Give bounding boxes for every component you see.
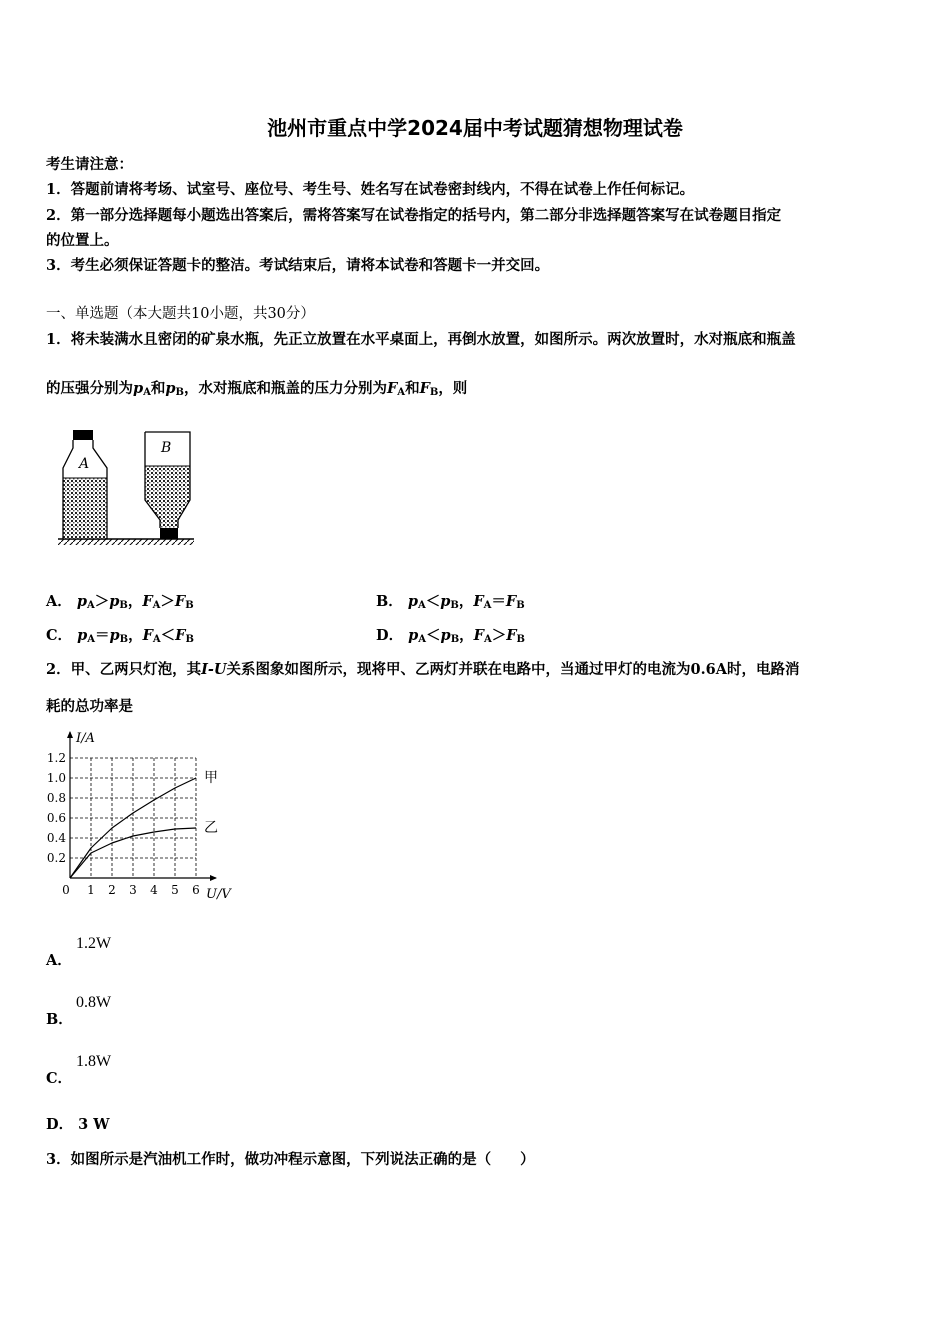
ground-hatch xyxy=(58,539,194,545)
q2-option-a[interactable]: A． xyxy=(46,952,72,969)
y-tick-label: 1.2 xyxy=(46,751,66,765)
q1-text-line1: 1．将未装满水且密闭的矿泉水瓶，先正立放置在水平桌面上，再倒水放置，如图所示。两次放置时，水对瓶底和瓶盖 xyxy=(46,331,796,348)
q1-option-b[interactable]: B． $p_A<p_B$，$F_A=F_B$ xyxy=(376,593,525,611)
q2-option-b[interactable]: B． xyxy=(46,1011,73,1028)
q1-option-c[interactable]: C． $p_A=p_B$，$F_A<F_B$ xyxy=(46,627,194,645)
notice-item: 3．考生必须保证答题卡的整洁。考试结束后，请将本试卷和答题卡一并交回。 xyxy=(46,257,550,274)
q2-text-line2: 耗的总功率是 xyxy=(46,698,133,715)
x-axis-label: U/V xyxy=(206,887,231,902)
section-heading: 一、单选题（本大题共10小题，共30分） xyxy=(46,306,315,322)
q2-option-b-value: 0.8W xyxy=(76,994,112,1011)
x-tick-label: 5 xyxy=(171,883,179,897)
bottle-b xyxy=(145,432,190,539)
notice-item: 2．第一部分选择题每小题选出答案后，需将答案写在试卷指定的括号内，第二部分非选择题答案写在试卷题目指定 xyxy=(46,207,782,224)
q1-text-line2: 的压强分别为$p_A$和$p_B$，水对瓶底和瓶盖的压力分别为$F_A$和$F_B$，则 xyxy=(46,380,468,398)
q2-option-d[interactable]: D． 3 W xyxy=(46,1116,110,1133)
q2-option-c-value: 1.8W xyxy=(76,1053,112,1070)
x-tick-label: 4 xyxy=(150,883,158,897)
bottle-b-label: B xyxy=(161,440,172,456)
y-tick-label: 0.4 xyxy=(46,831,66,845)
y-tick-label: 1.0 xyxy=(46,771,66,785)
q2-option-a-value: 1.2W xyxy=(76,935,112,952)
page-title: 池州市重点中学2024届中考试题猜想物理试卷 xyxy=(267,116,683,140)
y-tick-label: 0.8 xyxy=(46,791,66,805)
bottle-a-label: A xyxy=(79,456,90,472)
x-axis-arrow xyxy=(210,875,217,881)
notice-heading: 考生请注意： xyxy=(46,156,133,173)
x-tick-label: 2 xyxy=(108,883,116,897)
q2-text-line1: 2．甲、乙两只灯泡，其I-U关系图象如图所示，现将甲、乙两灯并联在电路中，当通过甲灯的电流为0.6A时，电路消 xyxy=(46,661,800,678)
x-tick-label: 0 xyxy=(62,883,70,897)
iu-chart xyxy=(44,728,244,903)
notice-item: 的位置上。 xyxy=(46,232,119,249)
q3-text: 3．如图所示是汽油机工作时，做功冲程示意图，下列说法正确的是（ ） xyxy=(46,1151,535,1168)
q2-option-c[interactable]: C． xyxy=(46,1070,73,1087)
q1-option-a[interactable]: A． $p_A>p_B$，$F_A>F_B$ xyxy=(46,593,194,611)
bottle-a xyxy=(63,430,107,539)
x-tick-label: 6 xyxy=(192,883,200,897)
x-tick-label: 3 xyxy=(129,883,137,897)
y-tick-label: 0.6 xyxy=(46,811,66,825)
series-label: 甲 xyxy=(204,770,218,786)
y-tick-label: 0.2 xyxy=(46,851,66,865)
x-tick-label: 1 xyxy=(87,883,95,897)
y-axis-arrow xyxy=(67,731,73,738)
q1-option-d[interactable]: D． $p_A<p_B$，$F_A>F_B$ xyxy=(376,627,525,645)
y-axis-label: I/A xyxy=(76,731,95,746)
notice-item: 1．答题前请将考场、试室号、座位号、考生号、姓名写在试卷密封线内，不得在试卷上作任何标记。 xyxy=(46,181,695,198)
bottles-figure xyxy=(55,428,200,548)
series-label: 乙 xyxy=(204,820,218,836)
